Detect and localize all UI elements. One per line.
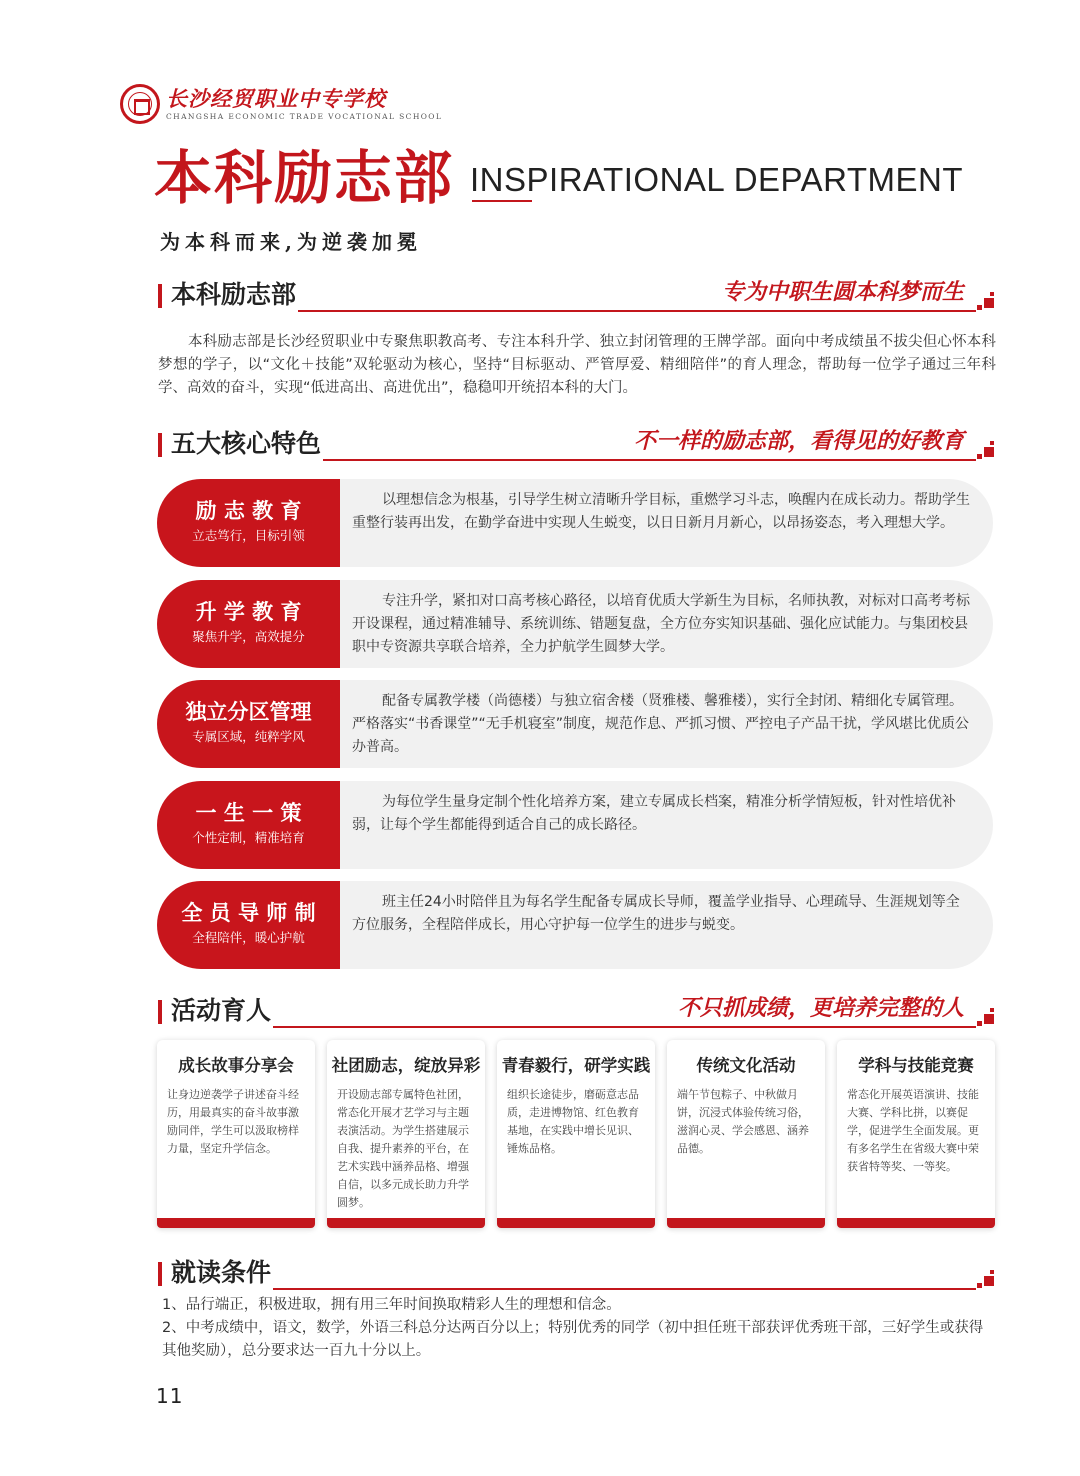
feature-title: 一 生 一 策: [195, 801, 302, 825]
deco-square: [977, 1283, 982, 1288]
card-accent-bar: [157, 1218, 315, 1228]
activity-card: [837, 1040, 995, 1228]
section-heading-activities: [158, 994, 994, 1028]
feature-desc: 为每位学生量身定制个性化培养方案，建立专属成长档案，精准分析学情短板，针对性培优补弱，让每个学生都能得到适合自己的成长路径。: [352, 794, 956, 833]
feature-title: 全 员 导 师 制: [181, 901, 316, 925]
page-title-cn: 本科励志部: [154, 144, 455, 212]
deco-square: [984, 298, 994, 308]
section-heading-conditions: [158, 1256, 994, 1290]
card-accent-bar: [327, 1218, 485, 1228]
activity-title: 成长故事分享会: [178, 1056, 294, 1075]
section-heading-intro: [158, 278, 994, 312]
activity-card: [157, 1040, 315, 1228]
feature-subtitle: 专属区域，纯粹学风: [192, 729, 305, 744]
feature-subtitle: 全程陪伴，暖心护航: [192, 930, 305, 945]
logo-name-cn: 长沙经贸职业中专学校: [166, 86, 386, 111]
page-title-en: INSPIRATIONAL DEPARTMENT: [470, 161, 964, 198]
section-title: 就读条件: [171, 1256, 273, 1290]
feature-item: [157, 781, 993, 869]
deco-square: [977, 454, 982, 459]
conditions-list: [162, 1294, 996, 1363]
feature-label: [157, 680, 340, 768]
deco-square: [990, 1008, 994, 1012]
activity-desc: 常态化开展英语演讲、技能大赛、学科比拼，以赛促学，促进学生全面发展。更有多名学生在省级大赛中荣获省特等奖、一等奖。: [847, 1088, 979, 1173]
feature-item: [157, 580, 993, 668]
activity-cards: [157, 1040, 995, 1228]
feature-item: [157, 479, 993, 567]
feature-desc: 专注升学，紧扣对口高考核心路径，以培育优质大学新生为目标，名师执教，对标对口高考考标开设课程，通过精准辅导、系统训练、错题复盘，全方位夯实知识基础、强化应试能力。与集团校县职中专资源共享联合培养，全力护航学生圆梦大学。: [352, 593, 970, 655]
feature-subtitle: 立志笃行，目标引领: [192, 528, 305, 543]
deco-square: [977, 305, 982, 310]
section-marker: [158, 1000, 162, 1024]
section-tagline: 专为中职生圆本科梦而生: [718, 278, 964, 308]
feature-title: 励 志 教 育: [195, 499, 302, 523]
section-title: 五大核心特色: [171, 427, 323, 461]
deco-square: [984, 1276, 994, 1286]
page-slogan: 为本科而来,为逆袭加冕: [160, 230, 422, 254]
deco-square: [990, 1270, 994, 1274]
section-heading-features: [158, 427, 994, 461]
section-marker: [158, 1262, 162, 1286]
feature-label: [157, 881, 340, 969]
page-number: 11: [156, 1384, 184, 1408]
title-underline: [472, 200, 532, 202]
activity-card: [497, 1040, 655, 1228]
feature-title: 独立分区管理: [185, 700, 312, 724]
activity-title: 学科与技能竞赛: [858, 1056, 974, 1075]
activity-title: 青春毅行，研学实践: [501, 1056, 651, 1075]
deco-square: [990, 292, 994, 296]
deco-square: [990, 441, 994, 445]
section-title: 本科励志部: [171, 278, 298, 312]
feature-title: 升 学 教 育: [195, 600, 302, 624]
feature-desc: 配备专属教学楼（尚德楼）与独立宿舍楼（贤雅楼、馨雅楼），实行全封闭、精细化专属管理。严格落实“书香课堂”“无手机寝室”制度，规范作息、严抓习惯、严控电子产品干扰，学风堪比优质公办普高。: [352, 693, 970, 755]
feature-subtitle: 个性定制，精准培育: [192, 830, 305, 845]
deco-square: [977, 1021, 982, 1026]
activity-card: [327, 1040, 485, 1228]
activity-title: 社团励志，绽放异彩: [331, 1056, 481, 1075]
feature-label: [157, 580, 340, 668]
feature-label: [157, 781, 340, 869]
school-logo: [120, 84, 442, 124]
section-marker: [158, 433, 162, 457]
card-accent-bar: [837, 1218, 995, 1228]
card-accent-bar: [667, 1218, 825, 1228]
activity-title: 传统文化活动: [696, 1056, 796, 1075]
card-accent-bar: [497, 1218, 655, 1228]
activity-desc: 开设励志部专属特色社团，常态化开展才艺学习与主题表演活动。为学生搭建展示自我、提升素养的平台，在艺术实践中涵养品格、增强自信，以多元成长助力升学圆梦。: [337, 1088, 469, 1209]
feature-desc: 班主任24小时陪伴且为每名学生配备专属成长导师，覆盖学业指导、心理疏导、生涯规划等全方位服务，全程陪伴成长，用心守护每一位学生的进步与蜕变。: [352, 894, 960, 933]
activity-desc: 组织长途徒步，磨砺意志品质，走进博物馆、红色教育基地，在实践中增长见识、锤炼品格。: [507, 1088, 639, 1155]
feature-item: [157, 680, 993, 768]
activity-desc: 端午节包粽子、中秋做月饼，沉浸式体验传统习俗，滋润心灵、学会感恩、涵养品德。: [677, 1088, 809, 1155]
logo-text: [166, 87, 442, 121]
section-tagline: 不一样的励志部，看得见的好教育: [630, 427, 964, 457]
feature-item: [157, 881, 993, 969]
section-divider: [171, 1288, 976, 1290]
condition-item: 1、品行端正，积极进取，拥有用三年时间换取精彩人生的理想和信念。: [162, 1297, 621, 1313]
intro-paragraph: 本科励志部是长沙经贸职业中专聚焦职教高考、专注本科升学、独立封闭管理的王牌学部。面向中考成绩虽不拔尖但心怀本科梦想的学子，以“文化＋技能”双轮驱动为核心，坚持“目标驱动、严管厚爱、精细陪伴”的育人理念，帮助每一位学子通过三年科学、高效的奋斗，实现“低进高出、高进优出”，稳稳叩开统招本科的大门。: [158, 334, 996, 396]
activity-card: [667, 1040, 825, 1228]
section-title: 活动育人: [171, 994, 273, 1028]
deco-square: [984, 447, 994, 457]
activity-desc: 让身边逆袭学子讲述奋斗经历，用最真实的奋斗故事激励同伴，学生可以汲取榜样力量，坚定升学信念。: [167, 1088, 299, 1155]
feature-label: [157, 479, 340, 567]
feature-subtitle: 聚焦升学，高效提分: [192, 629, 305, 644]
feature-desc: 以理想信念为根基，引导学生树立清晰升学目标，重燃学习斗志，唤醒内在成长动力。帮助学生重整行装再出发，在勤学奋进中实现人生蜕变，以日日新月月新心，以昂扬姿态，考入理想大学。: [352, 492, 970, 531]
deco-square: [984, 1014, 994, 1024]
section-tagline: 不只抓成绩，更培养完整的人: [674, 994, 964, 1024]
section-marker: [158, 284, 162, 308]
section-divider: [171, 1026, 976, 1028]
logo-name-en: CHANGSHA ECONOMIC TRADE VOCATIONAL SCHOOL: [166, 112, 443, 121]
condition-item: 2、中考成绩中，语文，数学，外语三科总分达两百分以上；特别优秀的同学（初中担任班干部获评优秀班干部，三好学生或获得其他奖励），总分要求达一百九十分以上。: [162, 1320, 984, 1359]
school-seal-icon: [120, 84, 160, 124]
